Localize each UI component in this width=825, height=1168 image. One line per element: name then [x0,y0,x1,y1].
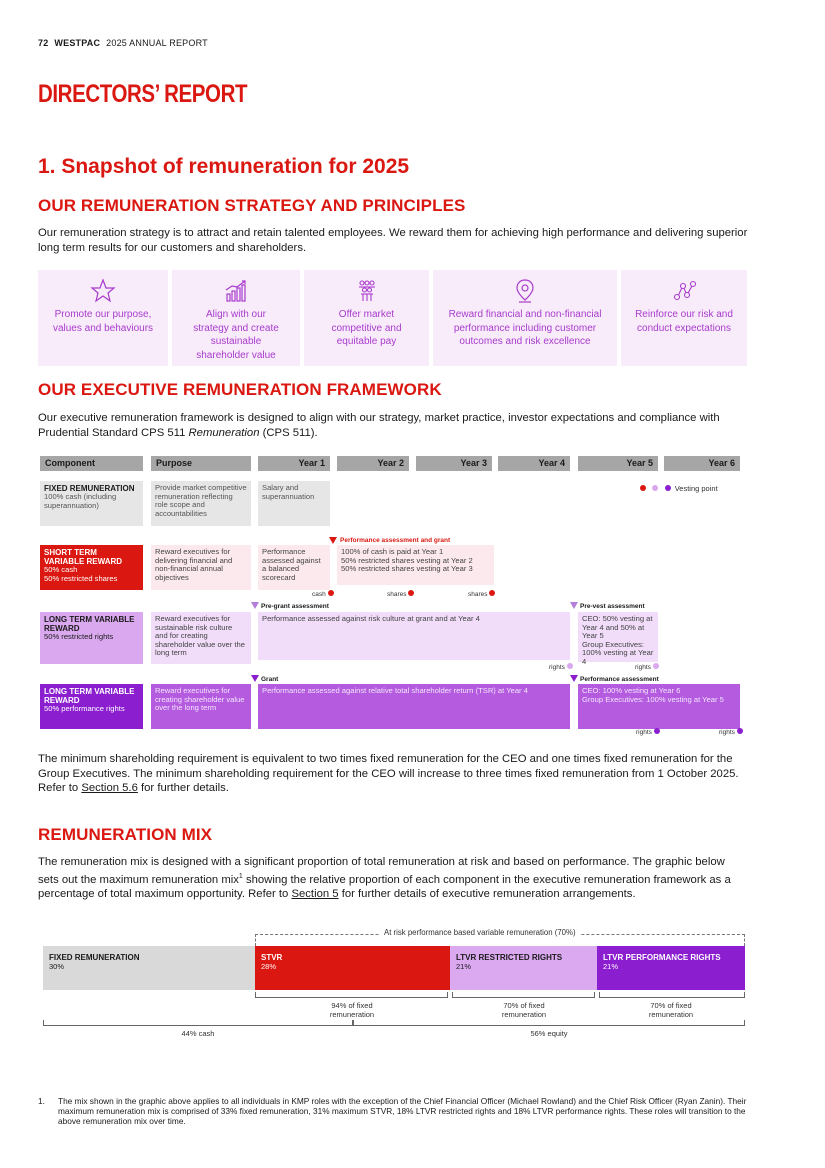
stvr-component: SHORT TERM VARIABLE REWARD 50% cash 50% restricted shares [40,545,143,590]
stvr-fixed-ratio: 94% of fixed remuneration [329,1001,375,1019]
grant-marker-icon [251,675,259,682]
principle-label: Reinforce our risk and conduct expectations [635,309,733,334]
performance-assessment-label: Performance assessment [580,676,659,683]
shareholding-text: The minimum shareholding requirement is equivalent to two times fixed remuneration for the CEO and one times fixed remuneration for the Group Executives. The minimum shareholding requirement for the CEO will increase to three times fixed remuneration from 1 October 2025. Refer to Section 5.6 for further details. [38,753,739,794]
column-header-purpose: Purpose [151,456,251,471]
ltvr-performance-fixed-ratio: 70% of fixed remuneration [648,1001,694,1019]
vesting-point: shares [387,590,414,598]
principle-label: Align with our strategy and create sustainable shareholder value [193,309,279,361]
equity-label: 56% equity [530,1029,568,1038]
vesting-point: rights [549,663,573,671]
page-header [38,38,208,48]
mix-text: The remuneration mix is designed with a significant proportion of total remuneration at risk and based on performance. The graphic below sets out the maximum remuneration mix$^1$ showing the relative proportion of each component in the executive remuneration framework as a percentage of total maximum opportunity. Refer to Section 5 for further details of executive remuneration arrangements. [38,856,731,900]
principle-label: Promote our purpose, values and behaviours [52,309,154,334]
ltvr-perf-component: LONG TERM VARIABLE REWARD 50% performance rights [40,684,143,729]
fixed-year1: Salary and superannuation [258,481,330,526]
mix-heading: REMUNERATION MIX [38,825,213,844]
cash-bracket [43,1020,353,1026]
framework-text: Our executive remuneration framework is designed to align with our strategy, market practice, investor expectations and compliance with Prudential Standard CPS 511 Remuneration (CPS 511). [38,412,720,439]
stvr-marker-label: Performance assessment and grant [340,537,451,544]
fixed-component: FIXED REMUNERATION 100% cash (including superannuation) [40,481,143,526]
report-name: 2025 ANNUAL REPORT [106,38,208,48]
bracket [599,992,745,998]
strategy-text: Our remuneration strategy is to attract and retain talented employees. We reward them for achieving high performance and delivering superior long term results for our customers and shareholders. [38,227,748,254]
footnote: 1. The mix shown in the graphic above applies to all individuals in KMP roles with the exception of the Chief Financial Officer (Michael Rowland) and the Chief Risk Officer (Ryan Zanin). Their maximum remuneration mix is comprised of 33% fixed remuneration, 31% maximum STVR, 18% LTVR restricted rights and 18% LTVR performance rights. These roles will transition to the above remuneration mix over time. [38,1096,747,1126]
stvr-detail: 100% of cash is paid at Year 1 50% restricted shares vesting at Year 2 50% restricted shares vesting at Year 3 [337,545,494,585]
vesting-point: rights [635,663,659,671]
principle-card [304,270,429,366]
people-group-icon [354,278,380,304]
grant-marker-label: Grant [261,676,279,683]
assessment-marker-icon [570,675,578,682]
column-header-year2: Year 2 [337,456,409,471]
principle-label: Offer market competitive and equitable pay [331,309,402,347]
vesting-point: shares [468,590,495,598]
assessment-marker-icon [329,537,337,544]
ltvr-perf-detail: Performance assessed against relative total shareholder return (TSR) at Year 4 [258,684,570,729]
growth-chart-icon [223,278,249,304]
assessment-marker-icon [251,602,259,609]
location-pin-icon [512,278,538,304]
ltvr-rights-purpose: Reward executives for sustainable risk culture and for creating shareholder value over the long term [151,612,251,664]
page-title: 1. Snapshot of remuneration for 2025 [38,155,410,178]
ltvr-perf-vesting: CEO: 100% vesting at Year 6 Group Executives: 100% vesting at Year 5 [578,684,740,729]
section-5-6-link[interactable]: Section 5.6 [81,782,138,794]
vesting-point: rights [636,728,660,736]
vesting-point: cash [312,590,334,598]
column-header-year6: Year 6 [664,456,740,471]
prevest-marker-label: Pre-vest assessment [580,603,645,610]
principle-card [621,270,747,366]
ltvr-rights-detail: Performance assessed against risk culture at grant and at Year 4 [258,612,570,660]
vesting-point: rights [719,728,743,736]
assessment-marker-icon [570,602,578,609]
at-risk-label: At risk performance based variable remuneration (70%) [380,928,580,937]
column-header-year5: Year 5 [578,456,658,471]
ltvr-rights-vesting: CEO: 50% vesting at Year 4 and 50% at Year 5 Group Executives: 100% vesting at Year 4 [578,612,658,662]
section-5-link[interactable]: Section 5 [291,887,339,900]
bracket [452,992,595,998]
section-title: DIRECTORS’ REPORT [38,80,248,108]
column-header-year4: Year 4 [498,456,570,471]
ltvr-rights-component: LONG TERM VARIABLE REWARD 50% restricted rights [40,612,143,664]
mix-segment-fixed: FIXED REMUNERATION 30% [43,946,255,990]
mix-segment-ltvr-performance: LTVR PERFORMANCE RIGHTS 21% [597,946,745,990]
bracket [255,992,448,998]
strategy-heading: OUR REMUNERATION STRATEGY AND PRINCIPLES [38,196,466,215]
stvr-year1: Performance assessed against a balanced scorecard [258,545,330,590]
column-header-year3: Year 3 [416,456,492,471]
mix-segment-ltvr-restricted: LTVR RESTRICTED RIGHTS 21% [450,946,597,990]
company-name: WESTPAC [54,38,101,48]
pregrant-marker-label: Pre-grant assessment [261,603,329,610]
star-icon [90,278,116,304]
column-header-year1: Year 1 [258,456,330,471]
framework-heading: OUR EXECUTIVE REMUNERATION FRAMEWORK [38,380,442,399]
stvr-purpose: Reward executives for delivering financial and non-financial annual objectives [151,545,251,590]
principle-label: Reward financial and non-financial performance including customer outcomes and risk excellence [448,309,602,347]
ltvr-perf-purpose: Reward executives for creating shareholder value over the long term [151,684,251,729]
vesting-legend: Vesting point [640,484,718,493]
cash-label: 44% cash [181,1029,215,1038]
equity-bracket [353,1020,745,1026]
ltvr-restricted-fixed-ratio: 70% of fixed remuneration [501,1001,547,1019]
column-header-component: Component [40,456,143,471]
principle-card [38,270,168,366]
network-icon [671,278,697,304]
principle-card [433,270,617,366]
mix-segment-stvr: STVR 28% [255,946,450,990]
page-number: 72 [38,38,49,48]
principle-card [172,270,300,366]
fixed-purpose: Provide market competitive remuneration reflecting role scope and accountabilities [151,481,251,526]
